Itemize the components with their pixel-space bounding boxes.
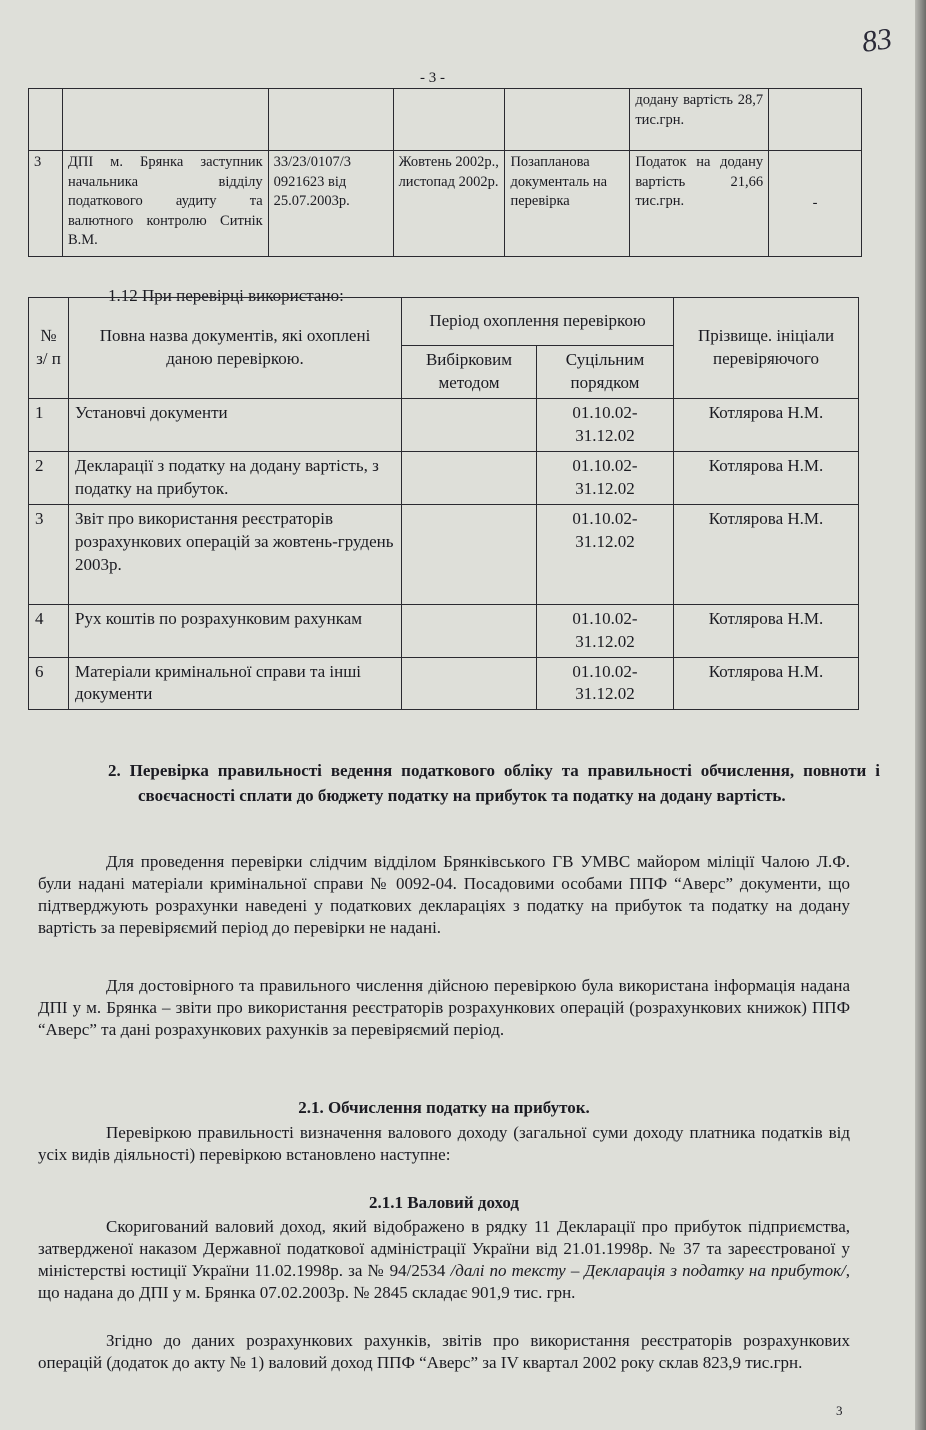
table-cell: Податок на додану вартість 21,66 тис.грн.: [630, 151, 769, 257]
paragraph: Для проведення перевірки слідчим відділом Брянківського ГВ УМВС майором міліції Чалою Л.Ф. були надані матеріали кримінальної справи № 0092-04. Посадовими особами ППФ “Аверс” документи, що підтверджують розрахунки наведені у податкових деклараціях з податку на прибуток та податку на додану вартість за перевіряємий період до перевірки не надані.: [38, 852, 850, 937]
row-period: 01.10.02-31.12.02: [537, 504, 674, 604]
row-selective: [402, 451, 537, 504]
paragraph: Згідно до даних розрахункових рахунків, звітів про використання реєстраторів розрахункових операцій (додаток до акту № 1) валовий доход ППФ “Аверс” за IV квартал 2002 року склав 823,9 тис.грн.: [38, 1331, 850, 1372]
paragraph: Для достовірного та правильного числення дійсною перевіркою була використана інформація надана ДПІ у м. Брянка – звіти про використання реєстраторів розрахункових операцій (розрахункових книжок) ППФ “Аверс” та дані розрахункових рахунків за перевіряємий період.: [38, 976, 850, 1039]
header-docs: Повна назва документів, які охоплені даною перевіркою.: [69, 298, 402, 399]
table-cell: 33/23/0107/3 0921623 від 25.07.2003р.: [268, 151, 393, 257]
row-doc: Звіт про використання реєстраторів розрахункових операцій за жовтень-грудень 2003р.: [69, 504, 402, 604]
row-period: 01.10.02-31.12.02: [537, 451, 674, 504]
table-cell: Позапланова документаль на перевірка: [505, 151, 630, 257]
row-doc: Рух коштів по розрахунковим рахункам: [69, 604, 402, 657]
header-inspector: Прізвище. ініціали перевіряючого: [674, 298, 859, 399]
row-selective: [402, 398, 537, 451]
audits-table: [28, 88, 862, 257]
row-doc: Установчі документи: [69, 398, 402, 451]
handwritten-page-number: 83: [859, 22, 895, 59]
table-row: [29, 504, 859, 604]
table-row: [29, 604, 859, 657]
table-row: [29, 657, 859, 710]
row-inspector: Котлярова Н.М.: [674, 504, 859, 604]
table-row: [29, 89, 862, 151]
row-period: 01.10.02-31.12.02: [537, 657, 674, 710]
row-inspector: Котлярова Н.М.: [674, 657, 859, 710]
table-cell: Жовтень 2002р., листопад 2002р.: [393, 151, 505, 257]
table-header-row: [29, 298, 859, 346]
section-2-1-heading: 2.1. Обчислення податку на прибуток.: [298, 1098, 590, 1117]
table-cell: ДПІ м. Брянка заступник начальника відділу податкового аудиту та валютного контролю Ситнік В.М.: [62, 151, 268, 257]
section-2-heading: 2. Перевірка правильності ведення податкового обліку та правильності обчислення, повноти і своєчасності сплати до бюджету податку на прибуток та податку на додану вартість.: [108, 761, 880, 805]
footer-page-number: 3: [836, 1403, 843, 1418]
paragraph: Перевіркою правильності визначення валового доходу (загальної суми доходу платника податків від усіх видів діяльності) перевіркою встановлено наступне:: [38, 1123, 850, 1164]
table-row: [29, 451, 859, 504]
row-selective: [402, 604, 537, 657]
paragraph: Скоригований валовий доход, який відображено в рядку 11 Декларації про прибуток підприємства, затвердженої наказом Державної податкової адміністрації України від 21.01.1998р. № 37 та зареєстрованої у міністерстві юстиції України 11.02.1998р. за № 94/2534 /далі по тексту – Декларація з податку на прибуток/, що надана до ДПІ у м. Брянка 07.02.2003р. № 2845 складає 901,9 тис. грн.: [38, 1217, 851, 1302]
row-inspector: Котлярова Н.М.: [674, 451, 859, 504]
header-period: Період охоплення перевіркою: [402, 298, 674, 346]
table-row: [29, 151, 862, 257]
row-selective: [402, 657, 537, 710]
table-cell: -: [769, 151, 862, 257]
row-num: 2: [29, 451, 69, 504]
row-inspector: Котлярова Н.М.: [674, 604, 859, 657]
table-cell: додану вартість 28,7 тис.грн.: [630, 89, 769, 151]
header-num: № з/ п: [29, 298, 69, 399]
row-selective: [402, 504, 537, 604]
row-period: 01.10.02-31.12.02: [537, 398, 674, 451]
row-num: 6: [29, 657, 69, 710]
documents-used-table: [28, 297, 859, 710]
row-inspector: Котлярова Н.М.: [674, 398, 859, 451]
row-doc: Матеріали кримінальної справи та інші документи: [69, 657, 402, 710]
row-num: 4: [29, 604, 69, 657]
row-doc: Декларації з податку на додану вартість, з податку на прибуток.: [69, 451, 402, 504]
header-continuous: Суцільним порядком: [537, 346, 674, 399]
header-selective: Вибірковим методом: [402, 346, 537, 399]
page-edge: [915, 0, 926, 1430]
table-row: [29, 398, 859, 451]
section-2-1-1-heading: 2.1.1 Валовий доход: [368, 1193, 519, 1212]
row-num: 1: [29, 398, 69, 451]
section-1-12-title: 1.12 При перевірці використано:: [108, 286, 344, 305]
page-header: - 3 -: [420, 70, 445, 86]
table-cell: 3: [29, 151, 63, 257]
row-period: 01.10.02-31.12.02: [537, 604, 674, 657]
row-num: 3: [29, 504, 69, 604]
